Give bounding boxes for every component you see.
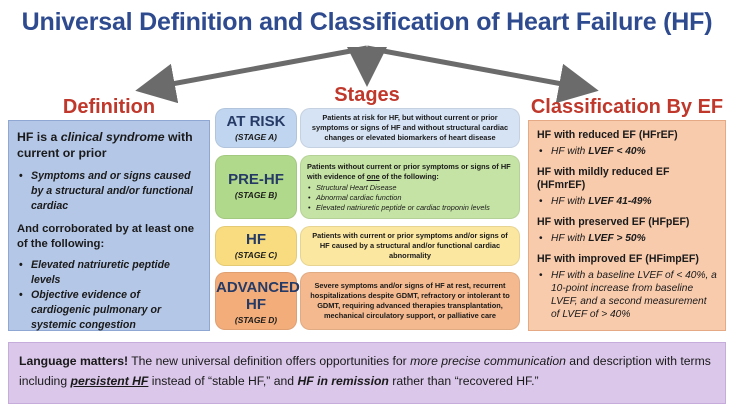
language-box: Language matters! The new universal definition offers opportunities for more precise communication and description with terms including persistent HF instead of “stable HF,” and HF in remission rather than “recovered HF.” [8, 342, 726, 404]
stage-b-label: PRE-HF (STAGE B) [215, 155, 297, 219]
definition-box [8, 120, 210, 331]
definition-evidence-list [17, 258, 201, 333]
stage-a-label: AT RISK (STAGE A) [215, 108, 297, 148]
stage-d-description: Severe symptoms and/or signs of HF at rest, recurrent hospitalizations despite GDMT, refractory or intolerant to GDMT, requiring advanced therapies transplantation, mechanical circulatory support, or palliative care [300, 272, 520, 330]
classification-box [528, 120, 726, 331]
list-item: • HF with a baseline LVEF of < 40%, a 10-point increase from baseline LVEF, and a second measurement of LVEF of > 40% [537, 269, 717, 321]
definition-corroborated: And corroborated by at least one of the following: [17, 223, 195, 250]
list-item: • Symptoms and or signs caused by a structural and/or functional cardiac [17, 169, 201, 214]
stage-a-description: Patients at risk for HF, but without current or prior symptoms or signs of HF and without structural cardiac changes or elevated biomarkers of heart disease [300, 108, 520, 148]
language-lead: Language matters! [19, 354, 129, 368]
ef-group-hfpef: HF with preserved EF (HFpEF) • HF with LVEF > 50% [537, 216, 717, 245]
ef-group-hfimpef: HF with improved EF (HFimpEF) • HF with a baseline LVEF of < 40%, a 10-point increase from baseline LVEF, and a second measurement of LVEF of > 40% [537, 253, 717, 321]
list-item: • HF with LVEF 41-49% [537, 195, 717, 208]
ef-group-hfmref: HF with mildly reduced EF (HFmrEF) • HF with LVEF 41-49% [537, 166, 717, 208]
definition-criteria-list [17, 169, 201, 214]
stages-heading: Stages [334, 84, 400, 106]
list-item: • Abnormal cardiac function [307, 193, 513, 203]
classification-heading: Classification By EF [530, 96, 724, 118]
definition-heading: Definition [62, 96, 156, 118]
list-item: • Elevated natriuretic peptide or cardiac troponin levels [307, 203, 513, 213]
stage-c-label: HF (STAGE C) [215, 226, 297, 266]
list-item: • Structural Heart Disease [307, 183, 513, 193]
stage-c-description: Patients with current or prior symptoms and/or signs of HF caused by a structural and/or functional cardiac abnormality [300, 226, 520, 266]
ef-group-hfref: HF with reduced EF (HFrEF) • HF with LVEF < 40% [537, 129, 717, 158]
arrow-to-classification [367, 48, 584, 88]
list-item: • Elevated natriuretic peptide levels [17, 258, 201, 288]
stage-d-label: ADVANCED HF (STAGE D) [215, 272, 297, 330]
stage-b-description: Patients without current or prior symptoms or signs of HF with evidence of one of the following: • Structural Heart Disease • Abnormal cardiac function • Elevated natriuretic peptide or cardiac troponin levels [300, 155, 520, 219]
definition-intro: HF is a clinical syndrome with current or prior [17, 130, 193, 160]
list-item: • Objective evidence of cardiogenic pulmonary or systemic congestion [17, 288, 201, 333]
page-title: Universal Definition and Classification of Heart Failure (HF) [21, 8, 713, 36]
list-item: • HF with LVEF < 40% [537, 145, 717, 158]
arrow-to-definition [150, 48, 367, 88]
list-item: • HF with LVEF > 50% [537, 232, 717, 245]
